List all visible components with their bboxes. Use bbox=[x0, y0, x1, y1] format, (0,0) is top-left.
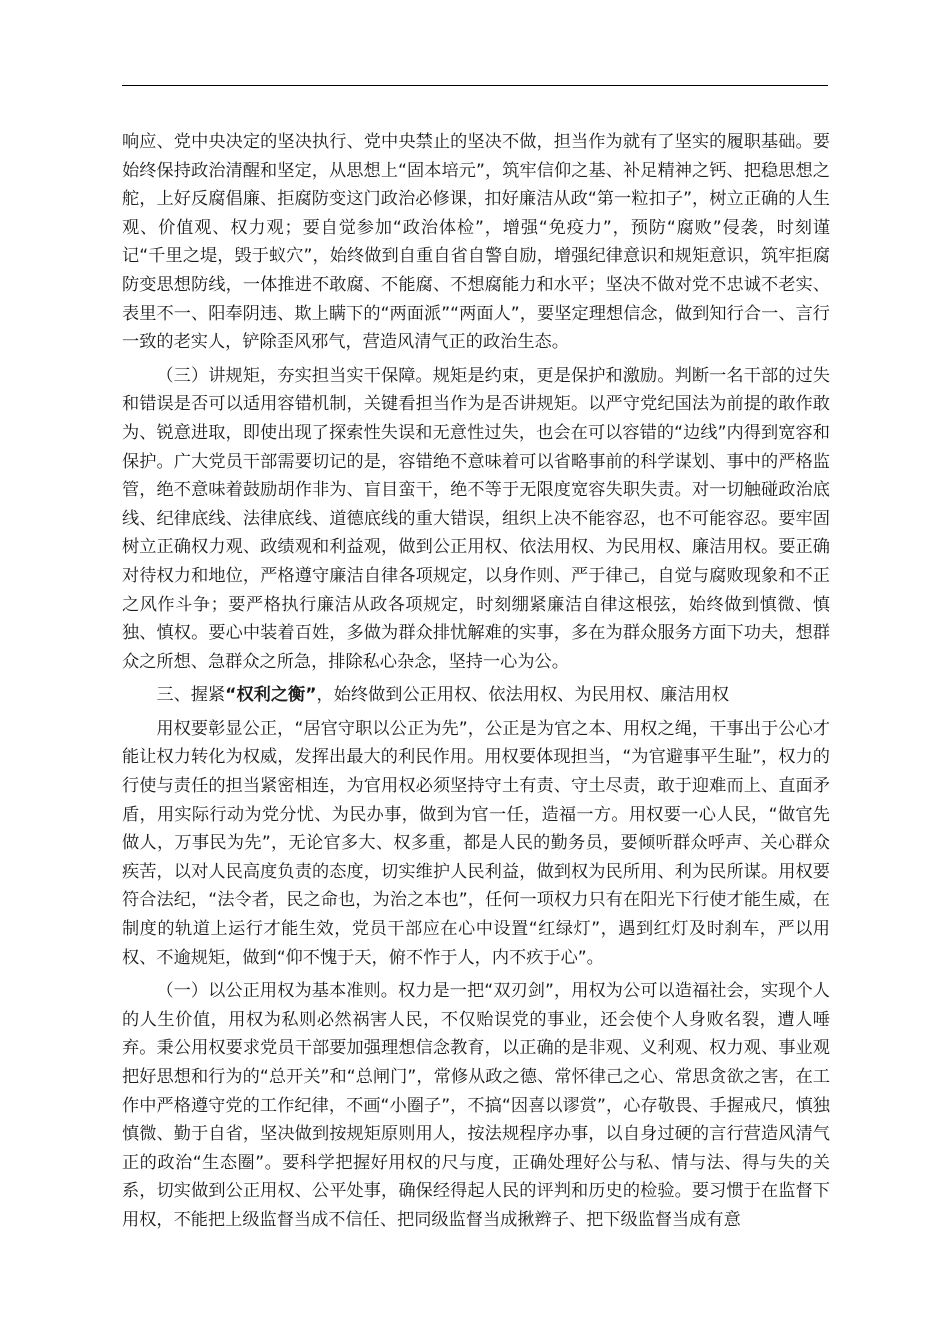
heading-prefix: 三、握紧 bbox=[156, 685, 226, 706]
paragraph-fair-power: （一）以公正用权为基本准则。权力是一把“双刃剑”，用权为公可以造福社会，实现个人的人生价值，用权为私则必然祸害人民，不仅贻误党的事业，还会使个人身败名裂，遭人唾弃。秉公用权要求党员干部要加强理想信念教育，以正确的是非观、义利观、权力观、事业观把好思想和行为的“总开关”和“总闸门”，常修从政之德、常怀律己之心、常思贪欲之害，在工作中严格遵守党的工作纪律，不画“小圈子”，不搞“因喜以谬赏”，心存敬畏、手握戒尺，慎独慎微、勤于自省，坚决做到按规矩原则用人，按法规程序办事，以自身过硬的言行营造风清气正的政治“生态圈”。要科学把握好用权的尺与度，正确处理好公与私、情与法、得与失的关系，切实做到公正用权、公平处事，确保经得起人民的评判和历史的检验。要习惯于在监督下用权，不能把上级监督当成不信任、把同级监督当成揪辫子、把下级监督当成有意 bbox=[122, 981, 830, 1230]
paragraph-continuation: 响应、党中央决定的坚决执行、党中央禁止的坚决不做，担当作为就有了坚实的履职基础。要始终保持政治清醒和坚定，从思想上“固本培元”，筑牢信仰之基、补足精神之钙、把稳思想之舵，上好反腐倡廉、拒腐防变这门政治必修课，扣好廉洁从政“第一粒扣子”，树立正确的人生观、价值观、权力观；要自觉参加“政治体检”，增强“免疫力”，预防“腐败”侵袭，时刻谨记“千里之堤，毁于蚁穴”，始终做到自重自省自警自励，增强纪律意识和规矩意识，筑牢拒腐防变思想防线，一体推进不敢腐、不能腐、不想腐能力和水平；坚决不做对党不忠诚不老实、表里不一、阳奉阴违、欺上瞒下的“两面派”“两面人”，要坚定理想信念，做到知行合一、言行一致的老实人，铲除歪风邪气，营造风清气正的政治生态。 bbox=[122, 132, 830, 353]
document-body bbox=[122, 128, 830, 1235]
heading-emphasis: “权利之衡” bbox=[225, 685, 317, 706]
paragraph-power-usage: 用权要彰显公正，“居官守职以公正为先”，公正是为官之本、用权之绳，干事出于公心才能让权力转化为权威，发挥出最大的利民作用。用权要体现担当，“为官避事平生耻”，权力的行使与责任的担当紧密相连，为官用权必须坚持守土有责、守土尽责，敢于迎难而上、直面矛盾，用实际行动为党分忧、为民办事，做到为官一任，造福一方。用权要一心人民，“做官先做人，万事民为先”，无论官多大、权多重，都是人民的勤务员，要倾听群众呼声、关心群众疾苦，以对人民高度负责的态度，切实维护人民利益，做到权为民所用、利为民所谋。用权要符合法纪，“法令者，民之命也，为治之本也”，任何一项权力只有在阳光下行使才能生威，在制度的轨道上运行才能生效，党员干部应在心中设置“红绿灯”，遇到红灯及时刹车，严以用权、不逾规矩，做到“仰不愧于天，俯不怍于人，内不疚于心”。 bbox=[122, 718, 830, 968]
paragraph-section-three-rules: （三）讲规矩，夯实担当实干保障。规矩是约束，更是保护和激励。判断一名干部的过失和错误是否可以适用容错机制，关键看担当作为是否讲规矩。以严守党纪国法为前提的敢作敢为、锐意进取，即使出现了探索性失误和无意性过失，也会在可以容错的“边线”内得到宽容和保护。广大党员干部需要切记的是，容错绝不意味着可以省略事前的科学谋划、事中的严格监管，绝不意味着鼓励胡作非为、盲目蛮干，绝不等于无限度宽容失职失责。对一切触碰政治底线、纪律底线、法律底线、道德底线的重大错误，组织上决不能容忍，也不可能容忍。要牢固树立正确权力观、政绩观和利益观，做到公正用权、依法用权、为民用权、廉洁用权。要正确对待权力和地位，严格遵守廉洁自律各项规定，以身作则、严于律己，自觉与腐败现象和不正之风作斗争；要严格执行廉洁从政各项规定，时刻绷紧廉洁自律这根弦，始终做到慎微、慎独、慎权。要心中装着百姓，多做为群众排忧解难的实事，多在为群众服务方面下功夫，想群众之所想、急群众之所急，排除私心杂念，坚持一心为公。 bbox=[122, 365, 830, 672]
section-heading bbox=[122, 681, 830, 710]
header-rule bbox=[122, 85, 828, 86]
heading-suffix: ，始终做到公正用权、依法用权、为民用权、廉洁用权 bbox=[316, 685, 730, 706]
